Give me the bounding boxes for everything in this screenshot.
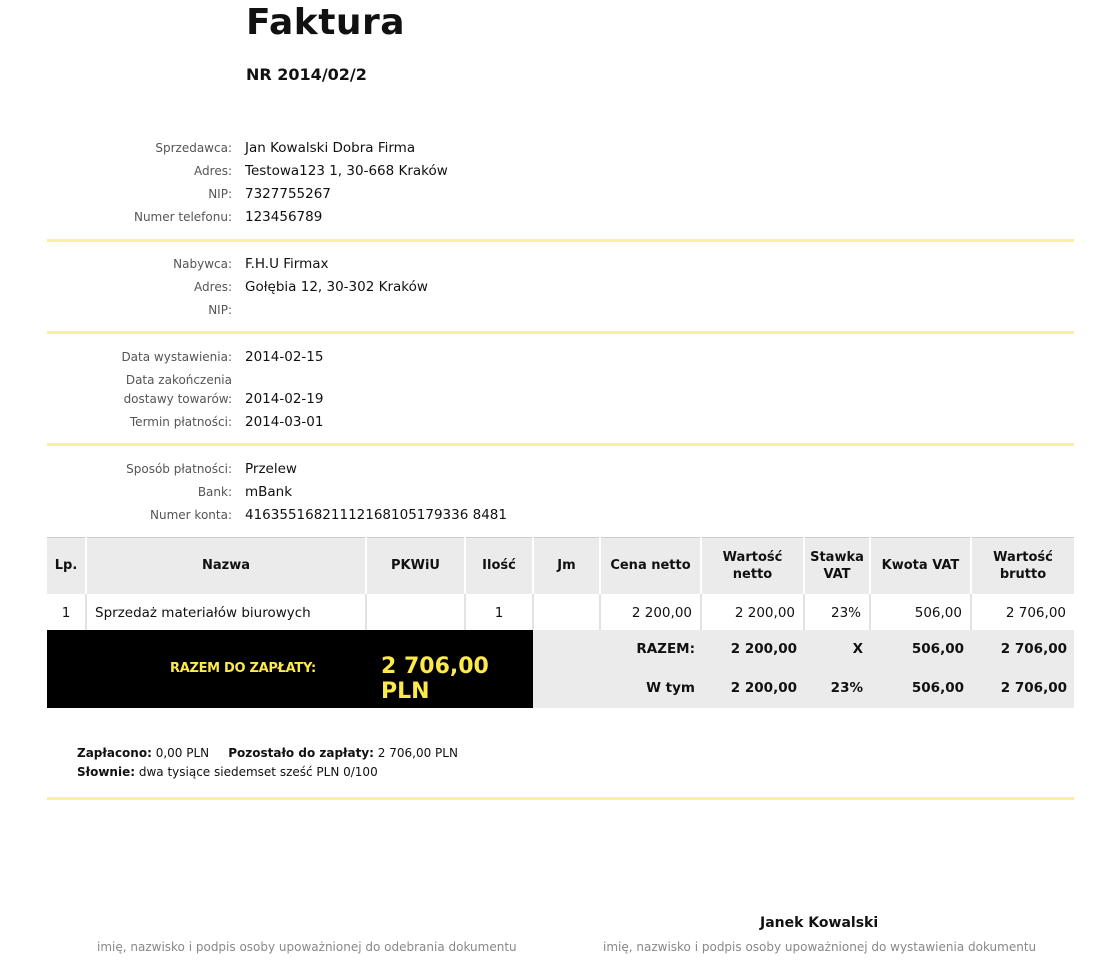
delivery-date-label-line1: Data zakończenia bbox=[125, 373, 232, 387]
col-header-gross-line1: Wartość bbox=[993, 549, 1053, 565]
buyer-name-label: Nabywca: bbox=[173, 257, 232, 271]
col-header-unit: Jm bbox=[533, 538, 600, 594]
sum-rate: X bbox=[852, 641, 863, 657]
payment-method: Przelew bbox=[245, 461, 297, 477]
col-header-vat-rate-line2: VAT bbox=[823, 566, 851, 582]
divider bbox=[47, 239, 1074, 242]
col-header-lp: Lp. bbox=[47, 538, 86, 594]
page-title: Faktura bbox=[246, 2, 406, 43]
buyer-nip-label: NIP: bbox=[208, 303, 232, 317]
incl-rate: 23% bbox=[830, 680, 863, 696]
total-due-box bbox=[47, 630, 533, 708]
seller-phone: 123456789 bbox=[245, 209, 323, 225]
seller-address-label: Adres: bbox=[194, 164, 232, 178]
buyer-address-label: Adres: bbox=[194, 280, 232, 294]
issuer-name: Janek Kowalski bbox=[760, 915, 879, 931]
issuer-signature-caption: imię, nazwisko i podpis osoby upoważnionej do wystawienia dokumentu bbox=[603, 940, 1037, 954]
seller-phone-label: Numer telefonu: bbox=[133, 210, 232, 224]
cell-vat-rate: 23% bbox=[804, 594, 870, 632]
col-header-gross-line2: brutto bbox=[999, 566, 1047, 582]
sum-gross: 2 706,00 bbox=[1000, 641, 1067, 657]
incl-net: 2 200,00 bbox=[730, 680, 797, 696]
col-header-vat-rate-line1: Stawka bbox=[810, 549, 864, 565]
table-header-row bbox=[47, 538, 1074, 594]
issue-date: 2014-02-15 bbox=[245, 349, 324, 365]
words-value: dwa tysiące siedemset sześć PLN 0/100 bbox=[138, 765, 378, 779]
sum-label: RAZEM: bbox=[636, 641, 695, 657]
col-header-vat-amount: Kwota VAT bbox=[870, 538, 971, 594]
divider bbox=[47, 797, 1074, 800]
cell-unit bbox=[533, 594, 600, 632]
incl-label: W tym bbox=[646, 680, 695, 696]
cell-vat-amount: 506,00 bbox=[870, 594, 971, 632]
invoice-number: NR 2014/02/2 bbox=[246, 65, 367, 84]
seller-address: Testowa123 1, 30-668 Kraków bbox=[245, 163, 448, 179]
buyer-address: Gołębia 12, 30-302 Kraków bbox=[245, 279, 428, 295]
receiver-signature-caption: imię, nazwisko i podpis osoby upoważnionej do odebrania dokumentu bbox=[97, 940, 517, 954]
seller-name-label: Sprzedawca: bbox=[155, 141, 232, 155]
incl-vat: 506,00 bbox=[911, 680, 964, 696]
total-due-value: 2 706,00 PLN bbox=[381, 654, 489, 704]
due-date: 2014-03-01 bbox=[245, 414, 324, 430]
cell-name: Sprzedaż materiałów biurowych bbox=[86, 594, 366, 632]
account-label: Numer konta: bbox=[150, 508, 232, 522]
table-row bbox=[47, 594, 1074, 632]
col-header-qty: Ilość bbox=[465, 538, 533, 594]
payment-method-label: Sposób płatności: bbox=[126, 462, 232, 476]
totals-row-including bbox=[533, 669, 1074, 708]
sum-net: 2 200,00 bbox=[730, 641, 797, 657]
account-number: 41635516821112168105179336 8481 bbox=[245, 507, 507, 523]
totals-row-sum bbox=[533, 630, 1074, 669]
col-header-net-value-line2: netto bbox=[732, 566, 773, 582]
cell-net-price: 2 200,00 bbox=[600, 594, 701, 632]
seller-nip-label: NIP: bbox=[208, 187, 232, 201]
cell-net-value: 2 200,00 bbox=[701, 594, 804, 632]
incl-gross: 2 706,00 bbox=[1000, 680, 1067, 696]
col-header-net-price: Cena netto bbox=[600, 538, 701, 594]
divider bbox=[47, 331, 1074, 334]
col-header-gross bbox=[971, 538, 1074, 594]
delivery-date: 2014-02-19 bbox=[245, 391, 324, 407]
total-due-label: RAZEM DO ZAPŁATY: bbox=[170, 661, 316, 676]
items-table bbox=[47, 537, 1074, 632]
divider bbox=[47, 443, 1074, 446]
paid-label: Zapłacono: bbox=[77, 746, 152, 760]
issue-date-label: Data wystawienia: bbox=[121, 350, 232, 364]
col-header-pkwiu: PKWiU bbox=[366, 538, 465, 594]
col-header-net-value bbox=[701, 538, 804, 594]
payment-summary bbox=[77, 746, 458, 760]
seller-name: Jan Kowalski Dobra Firma bbox=[245, 140, 416, 156]
paid-value: 0,00 PLN bbox=[155, 746, 210, 760]
buyer-name: F.H.U Firmax bbox=[245, 256, 329, 272]
remaining-value: 2 706,00 PLN bbox=[377, 746, 458, 760]
col-header-vat-rate bbox=[804, 538, 870, 594]
delivery-date-label-line2: dostawy towarów: bbox=[123, 392, 232, 406]
sum-vat: 506,00 bbox=[911, 641, 964, 657]
totals-block bbox=[533, 630, 1074, 708]
col-header-name: Nazwa bbox=[86, 538, 366, 594]
words-label: Słownie: bbox=[77, 765, 136, 779]
remaining-label: Pozostało do zapłaty: bbox=[228, 746, 374, 760]
bank-name: mBank bbox=[245, 484, 293, 500]
seller-nip: 7327755267 bbox=[245, 186, 331, 202]
cell-gross: 2 706,00 bbox=[971, 594, 1074, 632]
col-header-net-value-line1: Wartość bbox=[722, 549, 783, 565]
bank-label: Bank: bbox=[197, 485, 232, 499]
cell-qty: 1 bbox=[465, 594, 533, 632]
cell-pkwiu bbox=[366, 594, 465, 632]
cell-lp: 1 bbox=[61, 604, 71, 621]
amount-in-words bbox=[77, 765, 378, 779]
due-date-label: Termin płatności: bbox=[129, 415, 232, 429]
